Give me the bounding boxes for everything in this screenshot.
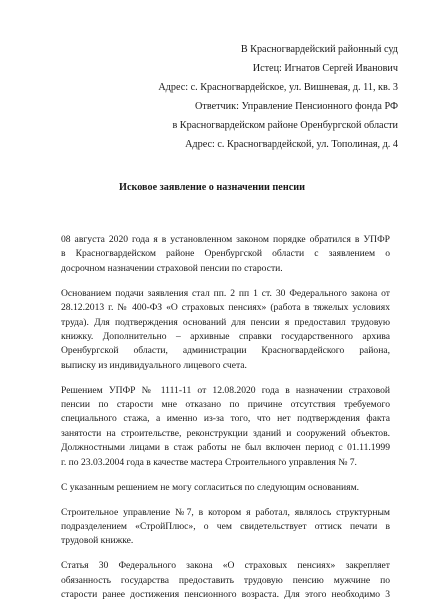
text-line: 08 августа 2020 года я в установленном законом порядке обратился в УПФР bbox=[61, 234, 390, 245]
text-line: 28.12.2013 г. № 400-ФЗ «О страховых пенсиях» (работа в тяжелых условиях bbox=[61, 302, 390, 314]
text-line: обязанность государства предоставить трудовую пенсию мужчине по bbox=[61, 574, 390, 586]
text-line: специального стажа, а именно из-за того, что нет подтверждения факта bbox=[61, 413, 390, 425]
text-line: подразделением «СтройПлюс», о чем свидетельствует оттиск печати в bbox=[61, 520, 390, 532]
court-line: В Красногвардейский районный суд bbox=[240, 44, 398, 55]
text-line: Решением УПФР № 1111-11 от 12.08.2020 года в назначении страховой bbox=[61, 384, 390, 396]
text-line: досрочном назначении страховой пенсии по старости. bbox=[61, 262, 283, 274]
paragraph-law-article bbox=[61, 559, 390, 602]
text-line: Должностными лицами в стаж работы не был включен период с 01.11.1999 bbox=[61, 442, 390, 454]
document-title: Исковое заявление о назначении пенсии bbox=[119, 182, 305, 193]
text-line: труда). Для подтверждения оснований для пенсии я предоставил трудовую bbox=[61, 316, 390, 328]
text-line: трудовой книжке. bbox=[61, 535, 134, 547]
paragraph-employer bbox=[61, 506, 390, 549]
text-line: С указанным решением не могу согласиться по следующим основаниям. bbox=[61, 481, 360, 493]
text-line: пенсии по старости мне отказано по причине отсутствия требуемого bbox=[61, 399, 390, 411]
addressee-block bbox=[58, 40, 398, 154]
paragraph-grounds bbox=[61, 287, 390, 373]
paragraph-disagreement bbox=[61, 481, 390, 495]
plaintiff-address-line: Адрес: с. Красногвардейское, ул. Вишневая, д. 11, кв. 3 bbox=[158, 82, 398, 93]
text-line: в Красногвардейском районе Оренбургской области с заявлением о bbox=[61, 248, 390, 260]
text-line: Статья 30 Федерального закона «О страховых пенсиях» закрепляет bbox=[61, 560, 390, 572]
defendant-line: Ответчик: Управление Пенсионного фонда РФ bbox=[195, 101, 398, 112]
text-line: старости ранее достижения пенсионного возраста. Для этого необходимо 3 bbox=[61, 589, 390, 601]
text-line: Основанием подачи заявления стал пп. 2 пп 1 ст. 30 Федерального закона от bbox=[61, 287, 390, 299]
text-line: г. по 23.03.2004 года в качестве мастера Строительного управления № 7. bbox=[61, 456, 357, 468]
text-line: занятости на строительстве, реконструкции зданий и сооружений объектов. bbox=[61, 427, 390, 439]
paragraph-decision bbox=[61, 384, 390, 470]
defendant-address-line: Адрес: с. Красногвардейской, ул. Тополиная, д. 4 bbox=[185, 139, 398, 150]
text-line: выписку из индивидуального лицевого счета. bbox=[61, 359, 247, 371]
text-line: Строительное управление №7, в котором я работал, являлось структурным bbox=[61, 506, 390, 518]
paragraph-application bbox=[61, 233, 390, 276]
plaintiff-line: Истец: Игнатов Сергей Иванович bbox=[252, 63, 398, 74]
document-body bbox=[61, 233, 390, 613]
defendant-region-line: в Красногвардейском районе Оренбургской области bbox=[172, 120, 398, 131]
text-line: книжку. Дополнительно – архивные справки государственного архива bbox=[61, 330, 390, 342]
text-line: Оренбургской области, администрации Красногвардейского района, bbox=[61, 345, 390, 357]
